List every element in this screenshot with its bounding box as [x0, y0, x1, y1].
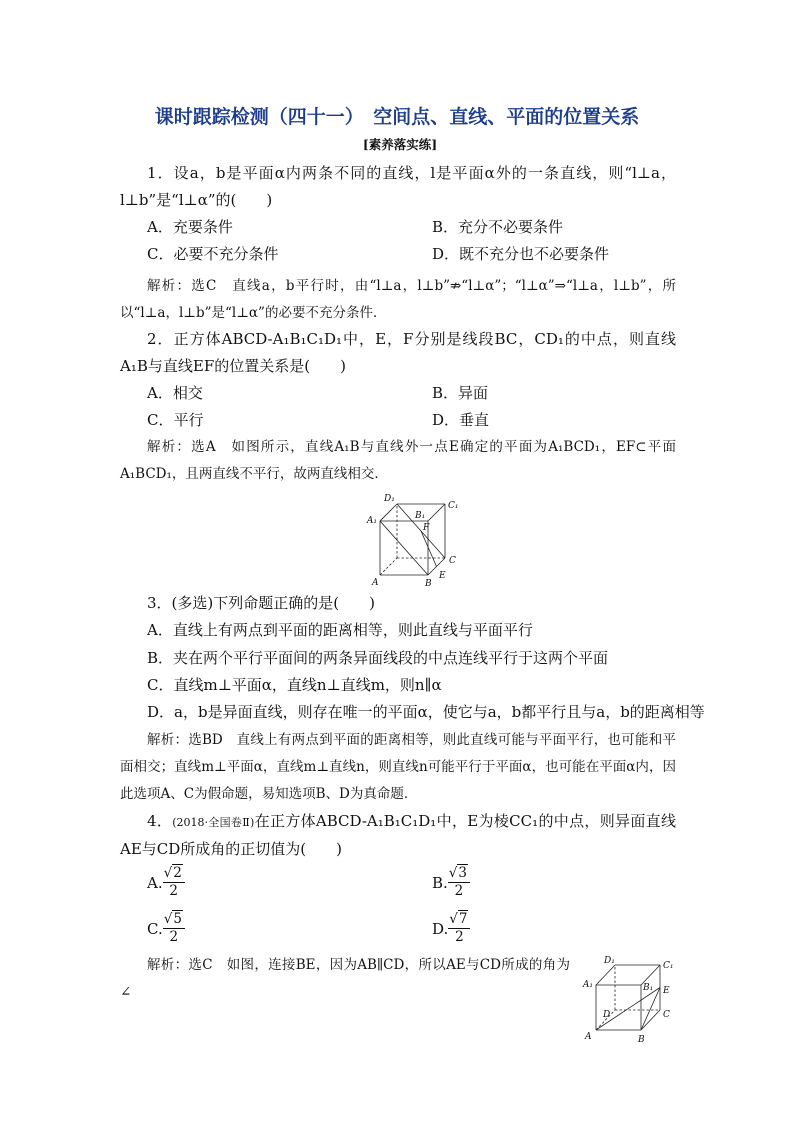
q1-option-d: D．既不充分也不必要条件: [432, 245, 610, 263]
q3-option-c: C．直线m⊥平面α，直线n⊥直线m，则n∥α: [147, 676, 442, 694]
radicand: 3: [458, 865, 467, 881]
cube-figure-q2: [355, 488, 470, 592]
edge-a1-d1: [380, 504, 397, 521]
option-label: D.: [432, 919, 449, 938]
denominator: 2: [169, 929, 179, 945]
label-b1: B₁: [643, 983, 654, 993]
section-subtitle: [素养落实练]: [362, 137, 438, 152]
q4-number: 4．: [147, 812, 173, 830]
denominator: 2: [454, 883, 464, 899]
q3-solution: 解析：选BD 直线上有两点到平面的距离相等，则此直线可能与平面平行，也可能和平面相交；直线m⊥平面α，直线m⊥直线n，则直线n可能平行于平面α，也可能在平面α内，因此选项A、C为假命题，易知选项B、D为真命题．: [120, 732, 676, 802]
fraction: [163, 866, 185, 899]
q2-option-b: B．异面: [432, 384, 489, 402]
fraction: [163, 912, 185, 945]
q4-option-b: [432, 866, 470, 899]
edge-b1-c1: [641, 965, 660, 985]
q2-stem: 2．正方体ABCD-A₁B₁C₁D₁中，E，F分别是线段BC，CD₁的中点，则直线A₁B与直线EF的位置关系是( ): [120, 330, 676, 375]
label-c1: C₁: [663, 961, 674, 971]
label-d1: D₁: [604, 956, 615, 966]
numerator: [163, 866, 185, 883]
q2-solution: 解析：选A 如图所示，直线A₁B与直线外一点E确定的平面为A₁BCD₁，EF⊂平面A₁BCD₁，且两直线不平行，故两直线相交．: [120, 439, 676, 482]
q2-option-d: D．垂直: [432, 411, 490, 429]
label-a: A: [372, 578, 379, 588]
edge-b-c: [641, 1010, 660, 1030]
numerator: [448, 912, 470, 929]
q4-option-d: [432, 912, 470, 945]
edge-b1-c1: [428, 504, 445, 521]
label-d: D: [603, 1010, 611, 1020]
q4-solution: 解析：选C 如图，连接BE，因为AB∥CD，所以AE与CD所成的角为∠: [120, 957, 570, 1000]
label-a1: A₁: [582, 980, 593, 990]
q4-source: (2018·全国卷Ⅱ): [172, 816, 255, 829]
radicand: 5: [173, 911, 182, 927]
label-d1: D₁: [384, 494, 395, 504]
sqrt-sign: √: [449, 911, 458, 927]
label-b: B: [638, 1035, 645, 1045]
numerator: [163, 912, 185, 929]
label-f: F: [423, 523, 430, 533]
q3-option-d: D．a，b是异面直线，则存在唯一的平面α，使它与a，b都平行且与a，b的距离相等: [147, 703, 705, 721]
q1-solution: 解析：选C 直线a，b平行时，由“l⊥a，l⊥b”⇏“l⊥α”；“l⊥α”⇒“l⊥a，l⊥b”，所以“l⊥a，l⊥b”是“l⊥α”的必要不充分条件．: [120, 278, 676, 321]
numerator: [448, 866, 470, 883]
radicand: 7: [458, 911, 468, 927]
line-e-f: [421, 531, 437, 567]
sqrt-sign: √: [163, 865, 173, 881]
fraction: [448, 866, 470, 899]
sqrt-sign: √: [448, 865, 458, 881]
label-e: E: [663, 986, 670, 996]
option-label: B.: [432, 873, 448, 892]
q2-option-a: A．相交: [147, 384, 203, 402]
label-e: E: [439, 571, 446, 581]
denominator: 2: [455, 929, 464, 945]
q4-stem-text: 在正方体ABCD-A₁B₁C₁D₁中，E为棱CC₁的中点，则异面直线AE与CD所成角的正切值为( ): [120, 812, 676, 858]
label-c: C: [663, 1010, 670, 1020]
edge-a1-d1: [596, 965, 615, 985]
page-title: 课时跟踪检测（四十一） 空间点、直线、平面的位置关系: [154, 106, 640, 128]
q1-stem: 1．设a，b是平面α内两条不同的直线，l是平面α外的一条直线，则“l⊥a，l⊥b”是“l⊥α”的( ): [120, 164, 676, 209]
hidden-edge-a-d: [380, 558, 397, 575]
option-label: C.: [147, 919, 163, 938]
q1-option-a: A．充要条件: [147, 218, 233, 236]
label-c1: C₁: [448, 501, 459, 511]
sqrt-sign: √: [163, 911, 173, 927]
radicand: 2: [173, 865, 182, 881]
cube-figure-q4: [575, 950, 685, 1046]
q3-stem: 3．(多选)下列命题正确的是( ): [147, 594, 375, 612]
q1-option-b: B．充分不必要条件: [432, 218, 564, 236]
q3-option-a: A．直线上有两点到平面的距离相等，则此直线与平面平行: [147, 621, 533, 639]
label-c: C: [449, 556, 456, 566]
line-a1-b: [380, 521, 428, 575]
label-b: B: [425, 579, 432, 589]
q4-option-a: [147, 866, 185, 899]
q3-option-b: B．夹在两个平行平面间的两条异面线段的中点连线平行于这两个平面: [147, 649, 609, 667]
q4-option-c: [147, 912, 185, 945]
denominator: 2: [169, 883, 178, 899]
label-a: A: [585, 1032, 592, 1042]
q1-option-c: C．必要不充分条件: [147, 245, 279, 263]
q4-stem: [120, 808, 676, 863]
label-b1: B₁: [415, 511, 426, 521]
q2-option-c: C．平行: [147, 411, 204, 429]
label-a1: A₁: [366, 516, 377, 526]
option-label: A.: [147, 873, 163, 892]
fraction: [448, 912, 470, 945]
